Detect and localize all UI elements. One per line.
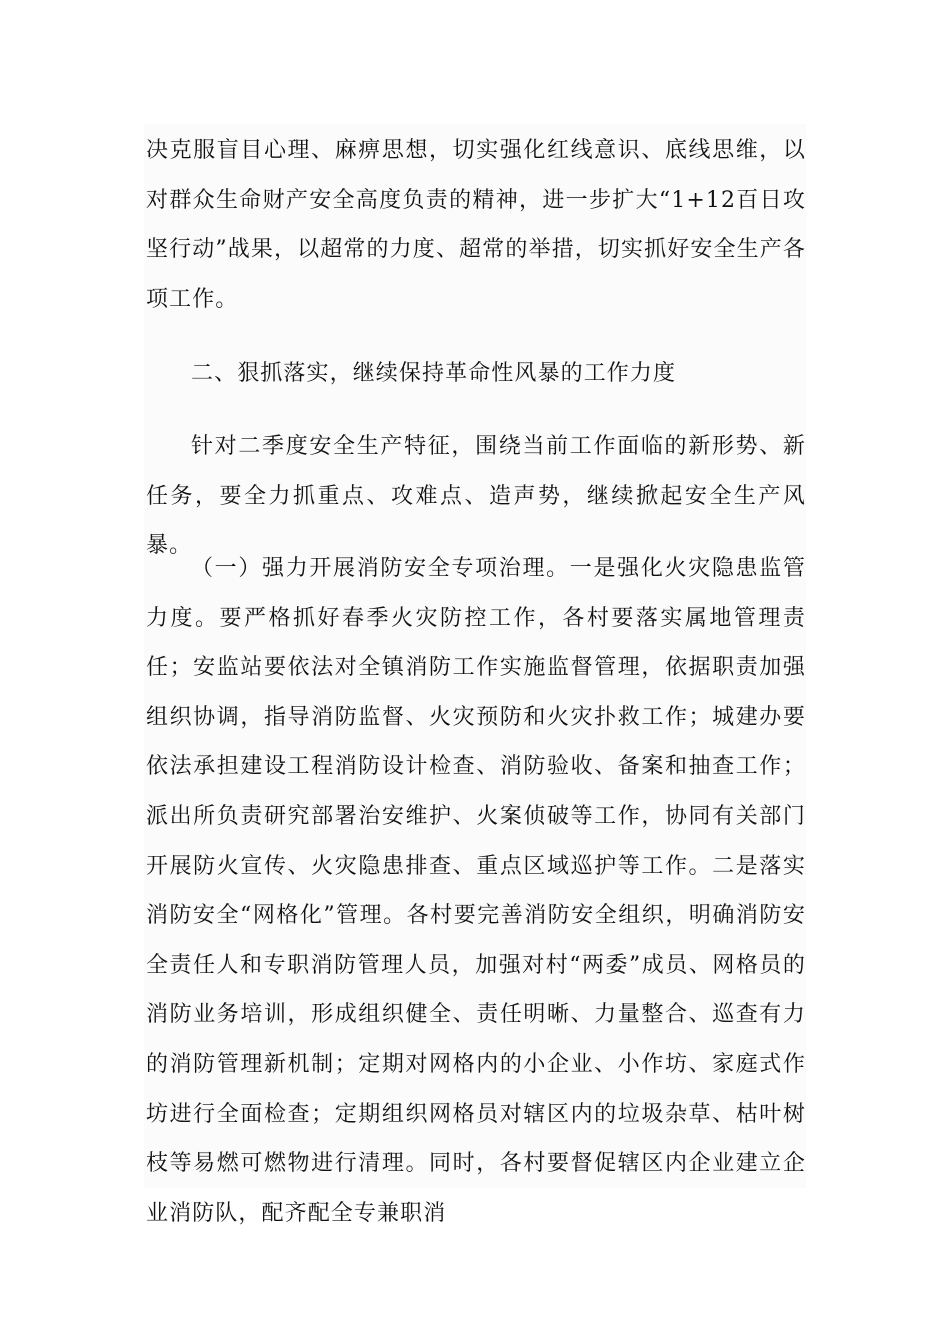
paragraph-fire-safety: （一）强力开展消防安全专项治理。一是强化火灾隐患监管力度。要严格抓好春季火灾防控工作，各村要落实属地管理责任；安监站要依法对全镇消防工作实施监督管理，依据职责加强组织协调，指导消防监督、火灾预防和火灾扑救工作；城建办要依法承担建设工程消防设计检查、消防验收、备案和抽查工作；派出所负责研究部署治安维护、火案侦破等工作，协同有关部门开展防火宣传、火灾隐患排查、重点区域巡护等工作。二是落实消防安全“网格化”管理。各村要完善消防安全组织，明确消防安全责任人和专职消防管理人员，加强对村“两委”成员、网格员的消防业务培训，形成组织健全、责任明晰、力量整合、巡查有力的消防管理新机制；定期对网格内的小企业、小作坊、家庭式作坊进行全面检查；定期组织网格员对辖区内的垃圾杂草、枯叶树枝等易燃可燃物进行清理。同时，各村要督促辖区内企业建立企业消防队，配齐配全专兼职消 bbox=[146, 556, 806, 1226]
paragraph-continuation: 决克服盲目心理、麻痹思想，切实强化红线意识、底线思维，以对群众生命财产安全高度负责的精神，进一步扩大“1+12百日攻坚行动”战果，以超常的力度、超常的举措，切实抓好安全生产各项工作。 bbox=[146, 138, 806, 312]
paragraph-intro: 针对二季度安全生产特征，围绕当前工作面临的新形势、新任务，要全力抓重点、攻难点、造声势，继续掀起安全生产风暴。 bbox=[146, 434, 806, 559]
section-heading: 二、狠抓落实，继续保持革命性风暴的工作力度 bbox=[191, 361, 677, 386]
